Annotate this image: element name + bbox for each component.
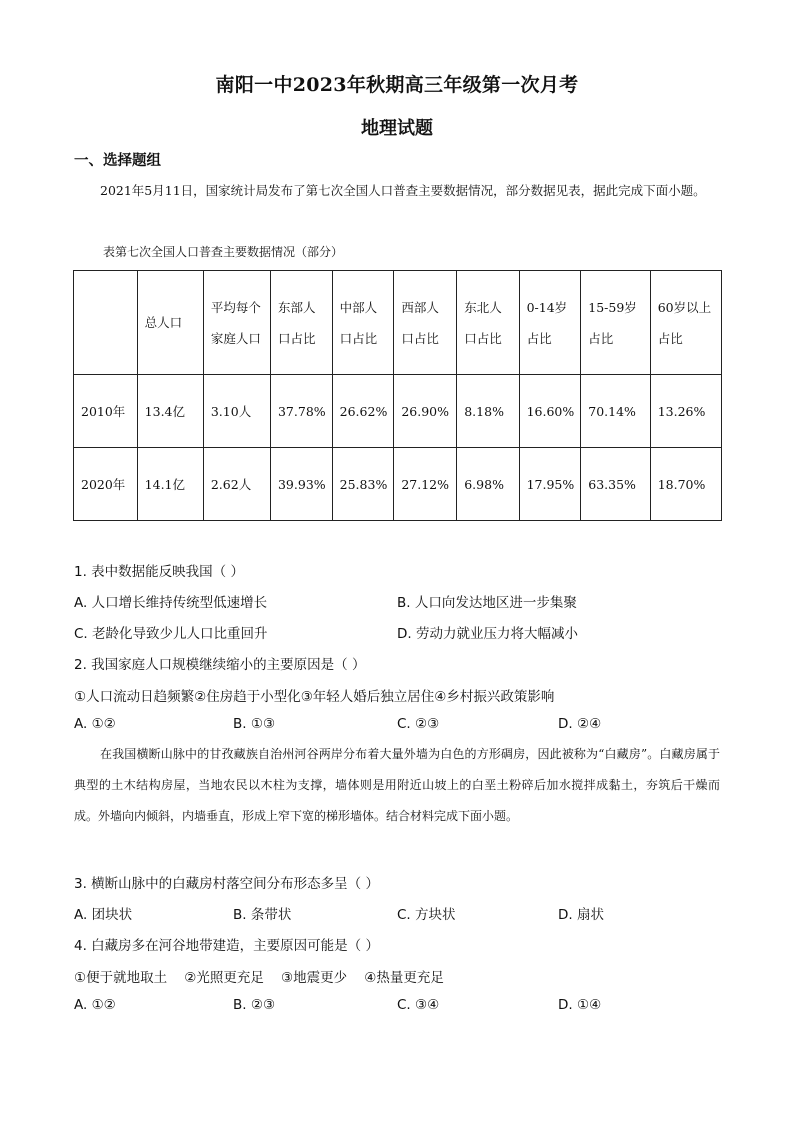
table-cell: 25.83% bbox=[332, 448, 394, 521]
table-cell: 26.90% bbox=[394, 375, 457, 448]
question-1-option-a[interactable]: A. 人口增长维持传统型低速增长 bbox=[74, 595, 268, 611]
census-table bbox=[73, 270, 722, 521]
question-1-option-d[interactable]: D. 劳动力就业压力将大幅减小 bbox=[397, 626, 578, 642]
table-header-cell: 东北人口占比 bbox=[457, 271, 519, 375]
question-2-option-c[interactable]: C. ②③ bbox=[397, 716, 440, 732]
question-1-option-c[interactable]: C. 老龄化导致少儿人口比重回升 bbox=[74, 626, 268, 642]
intro-paragraph: 2021年5月11日，国家统计局发布了第七次全国人口普查主要数据情况，部分数据见表，据此完成下面小题。 bbox=[100, 183, 706, 198]
section-title: 一、选择题组 bbox=[74, 152, 161, 169]
exam-title: 南阳一中2023年秋期高三年级第一次月考 bbox=[215, 74, 579, 96]
table-cell: 27.12% bbox=[394, 448, 457, 521]
question-3-option-d[interactable]: D. 扇状 bbox=[558, 907, 604, 923]
exam-subtitle: 地理试题 bbox=[361, 118, 433, 139]
question-2-stem: 2. 我国家庭人口规模继续缩小的主要原因是（ ） bbox=[74, 657, 366, 673]
question-4-statements: ①便于就地取土 ②光照更充足 ③地震更少 ④热量更充足 bbox=[74, 970, 444, 986]
table-cell: 16.60% bbox=[519, 375, 581, 448]
table-cell: 18.70% bbox=[650, 448, 721, 521]
table-header-cell: 平均每个家庭人口 bbox=[203, 271, 270, 375]
question-4-option-a[interactable]: A. ①② bbox=[74, 997, 116, 1013]
table-row bbox=[74, 375, 722, 448]
table-header-cell: 中部人口占比 bbox=[332, 271, 394, 375]
table-cell: 13.26% bbox=[650, 375, 721, 448]
question-1-stem: 1. 表中数据能反映我国（ ） bbox=[74, 564, 244, 580]
question-3-option-c[interactable]: C. 方块状 bbox=[397, 907, 456, 923]
question-4-option-b[interactable]: B. ②③ bbox=[233, 997, 276, 1013]
table-cell: 26.62% bbox=[332, 375, 394, 448]
question-3-option-a[interactable]: A. 团块状 bbox=[74, 907, 133, 923]
question-2-statements: ①人口流动日趋频繁②住房趋于小型化③年轻人婚后独立居住④乡村振兴政策影响 bbox=[74, 689, 555, 705]
question-2-option-b[interactable]: B. ①③ bbox=[233, 716, 276, 732]
table-cell: 13.4亿 bbox=[137, 375, 203, 448]
table-cell: 70.14% bbox=[581, 375, 650, 448]
table-header-cell: 60岁以上占比 bbox=[650, 271, 721, 375]
table-header-cell: 15-59岁占比 bbox=[581, 271, 650, 375]
question-4-stem: 4. 白藏房多在河谷地带建造，主要原因可能是（ ） bbox=[74, 938, 379, 954]
table-cell: 2.62人 bbox=[203, 448, 270, 521]
question-2-option-a[interactable]: A. ①② bbox=[74, 716, 116, 732]
table-cell: 8.18% bbox=[457, 375, 519, 448]
question-4-option-d[interactable]: D. ①④ bbox=[558, 997, 602, 1013]
table-row bbox=[74, 448, 722, 521]
table-header-row bbox=[74, 271, 722, 375]
table-cell: 6.98% bbox=[457, 448, 519, 521]
table-cell: 2010年 bbox=[74, 375, 138, 448]
question-1-option-b[interactable]: B. 人口向发达地区进一步集聚 bbox=[397, 595, 577, 611]
question-2-option-d[interactable]: D. ②④ bbox=[558, 716, 602, 732]
table-cell: 63.35% bbox=[581, 448, 650, 521]
table-caption: 表第七次全国人口普查主要数据情况（部分） bbox=[103, 245, 344, 259]
table-header-cell: 0-14岁占比 bbox=[519, 271, 581, 375]
table-cell: 39.93% bbox=[270, 448, 332, 521]
table-cell: 2020年 bbox=[74, 448, 138, 521]
table-cell: 17.95% bbox=[519, 448, 581, 521]
table-header-cell bbox=[74, 271, 138, 375]
question-4-option-c[interactable]: C. ③④ bbox=[397, 997, 440, 1013]
passage-paragraph: 在我国横断山脉中的甘孜藏族自治州河谷两岸分布着大量外墙为白色的方形碉房，因此被称为“白藏房”。白藏房属于典型的土木结构房屋，当地农民以木柱为支撑，墙体则是用附近山坡上的白垩土粉碎后加水搅拌成黏土，夯筑后干燥而成。外墙向内倾斜，内墙垂直，形成上窄下宽的梯形墙体。结合材料完成下面小题。 bbox=[74, 747, 720, 823]
question-3-option-b[interactable]: B. 条带状 bbox=[233, 907, 292, 923]
table-cell: 14.1亿 bbox=[137, 448, 203, 521]
question-3-stem: 3. 横断山脉中的白藏房村落空间分布形态多呈（ ） bbox=[74, 876, 379, 892]
table-header-cell: 东部人口占比 bbox=[270, 271, 332, 375]
table-header-cell: 西部人口占比 bbox=[394, 271, 457, 375]
table-header-cell: 总人口 bbox=[137, 271, 203, 375]
table-cell: 37.78% bbox=[270, 375, 332, 448]
table-cell: 3.10人 bbox=[203, 375, 270, 448]
